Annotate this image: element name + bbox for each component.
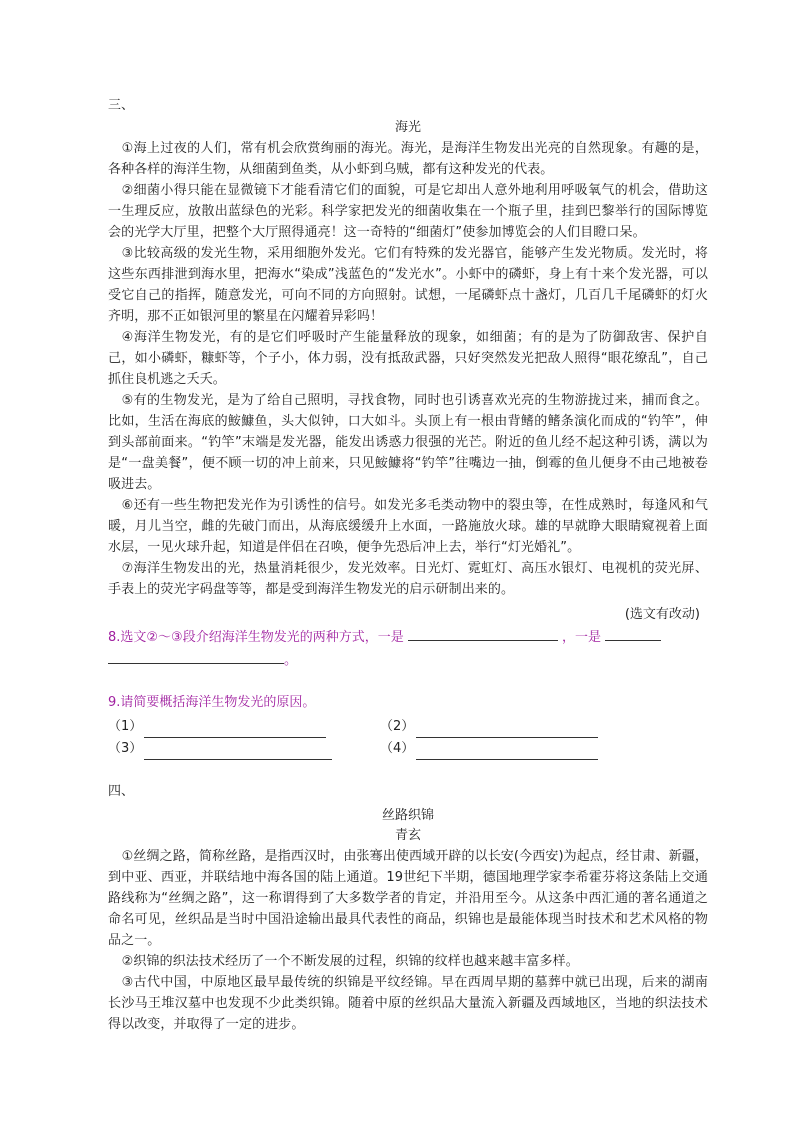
answer-number-3: （3） — [108, 741, 143, 756]
paragraph-2: ②细菌小得只能在显微镜下才能看清它们的面貌，可是它却出人意外地利用呼吸氧气的机会，借助这一生理反应，放散出蓝绿色的光彩。科学家把发光的细菌收集在一个瓶子里，挂到巴黎举行的国际博览会的光学大厅里，把整个大厅照得通亮！这一奇特的“细菌灯”使参加博览会的人们目瞪口呆。 — [108, 183, 708, 240]
answer-item-3 — [108, 738, 380, 760]
article-author: 青玄 — [394, 828, 421, 843]
answer-blank-8a[interactable] — [408, 626, 558, 641]
answer-number-1: （1） — [108, 719, 143, 734]
source-note: (选文有改动) — [624, 607, 700, 622]
paragraph-6: ⑥还有一些生物把发光作为引诱性的信号。如发光多毛类动物中的裂虫等，在性成熟时，每逢风和气暖，月儿当空，雌的先破门而出，从海底缓缓升上水面，一路施放火球。雄的早就睁大眼睛窥视着上面水层，一见火球升起，知道是伴侣在召唤，便争先恐后冲上去，举行“灯光婚礼”。 — [108, 498, 708, 555]
question-8-text-b: ，一是 — [562, 630, 602, 645]
paragraph-1: ①海上过夜的人们，常有机会欣赏绚丽的海光。海光，是海洋生物发出光亮的自然现象。有趣的是，各种各样的海洋生物，从细菌到鱼类，从小虾到乌贼，都有这种发光的代表。 — [108, 141, 708, 177]
paragraph-5: ⑤有的生物发光，是为了给自己照明，寻找食物，同时也引诱喜欢光亮的生物游拢过来，捕而食之。比如，生活在海底的鮟鱇鱼，头大似钟，口大如斗。头顶上有一根由背鳍的鳍条演化而成的“钓竿”，伸到头部前面来。“钓竿”末端是发光器，能发出诱惑力很强的光芒。附近的鱼儿经不起这种引诱，满以为是“一盘美餐”，便不顾一切的冲上前来，只见鮟鱇将“钓竿”往嘴边一抽，倒霉的鱼儿便身不由己地被卷吸进去。 — [108, 393, 708, 492]
content-area — [108, 96, 708, 1035]
answer-row-1 — [108, 716, 708, 738]
paragraph-7: ⑦海洋生物发出的光，热量消耗很少，发光效率。日光灯、霓虹灯、高压水银灯、电视机的荧光屏、手表上的荧光字码盘等等，都是受到海洋生物发光的启示研制出来的。 — [108, 561, 708, 597]
answer-row-2 — [108, 738, 708, 760]
paragraph-s4-1: ①丝绸之路，简称丝路，是指西汉时，由张骞出使西域开辟的以长安(今西安)为起点，经甘肃、新疆，到中亚、西亚，并联结地中海各国的陆上通道。19世纪下半期，德国地理学家李希霍芬将这条陆上交通路线称为“丝绸之路”，这一称谓得到了大多数学者的肯定，并沿用至今。从这条中西汇通的著名通道之命名可见，丝织品是当时中国沿途输出最具代表性的商品，织锦也是最能体现当时技术和艺术风格的物品之一。 — [108, 849, 708, 948]
answer-number-4: （4） — [380, 741, 415, 756]
paragraph-4: ④海洋生物发光，有的是它们呼吸时产生能量释放的现象，如细菌；有的是为了防御敌害、保护自己，如小磷虾，糠虾等，个子小，体力弱，没有抵敌武器，只好突然发光把敌人照得“眼花缭乱”，自己抓住良机逃之夭夭。 — [108, 330, 708, 387]
paragraph-s4-3: ③古代中国，中原地区最早最传统的织锦是平纹经锦。早在西周早期的墓葬中就已出现，后来的湖南长沙马王堆汉墓中也发现不少此类织锦。随着中原的丝织品大量流入新疆及西域地区，当地的织法技术得以改变，并取得了一定的进步。 — [108, 975, 708, 1032]
article-title-haiguang: 海光 — [394, 120, 421, 135]
answer-line-3[interactable] — [144, 744, 332, 760]
paragraph-3: ③比较高级的发光生物，采用细胞外发光。它们有特殊的发光器官，能够产生发光物质。发光时，将这些东西排泄到海水里，把海水“染成”浅蓝色的“发光水”。小虾中的磷虾，身上有十来个发光器，可以受它自己的指挥，随意发光，可向不同的方向照射。试想，一尾磷虾点十盏灯，几百几千尾磷虾的灯火齐明，那不正如银河里的繁星在闪耀着异彩吗！ — [108, 246, 708, 324]
question-8-text-a: 8.选文②～③段介绍海洋生物发光的两种方式，一是 — [108, 630, 404, 645]
answer-item-4 — [380, 738, 652, 760]
answer-blank-8c[interactable] — [108, 649, 284, 664]
answer-line-2[interactable] — [416, 722, 598, 738]
question-8-text-end: 。 — [284, 653, 298, 668]
answer-number-2: （2） — [380, 719, 415, 734]
section-4-label: 四、 — [108, 784, 135, 799]
answer-item-1 — [108, 716, 380, 738]
paragraph-s4-2: ②织锦的织法技术经历了一个不断发展的过程，织锦的纹样也越来越丰富多样。 — [121, 954, 579, 969]
answer-item-2 — [380, 716, 652, 738]
answer-line-1[interactable] — [144, 722, 326, 738]
article-title-silu: 丝路织锦 — [381, 808, 434, 823]
answer-blank-8b[interactable] — [605, 626, 661, 641]
question-8 — [108, 626, 708, 672]
question-9: 9.请简要概括海洋生物发光的原因。 — [108, 695, 316, 710]
section-3-label: 三、 — [108, 98, 135, 113]
answer-line-4[interactable] — [416, 744, 598, 760]
